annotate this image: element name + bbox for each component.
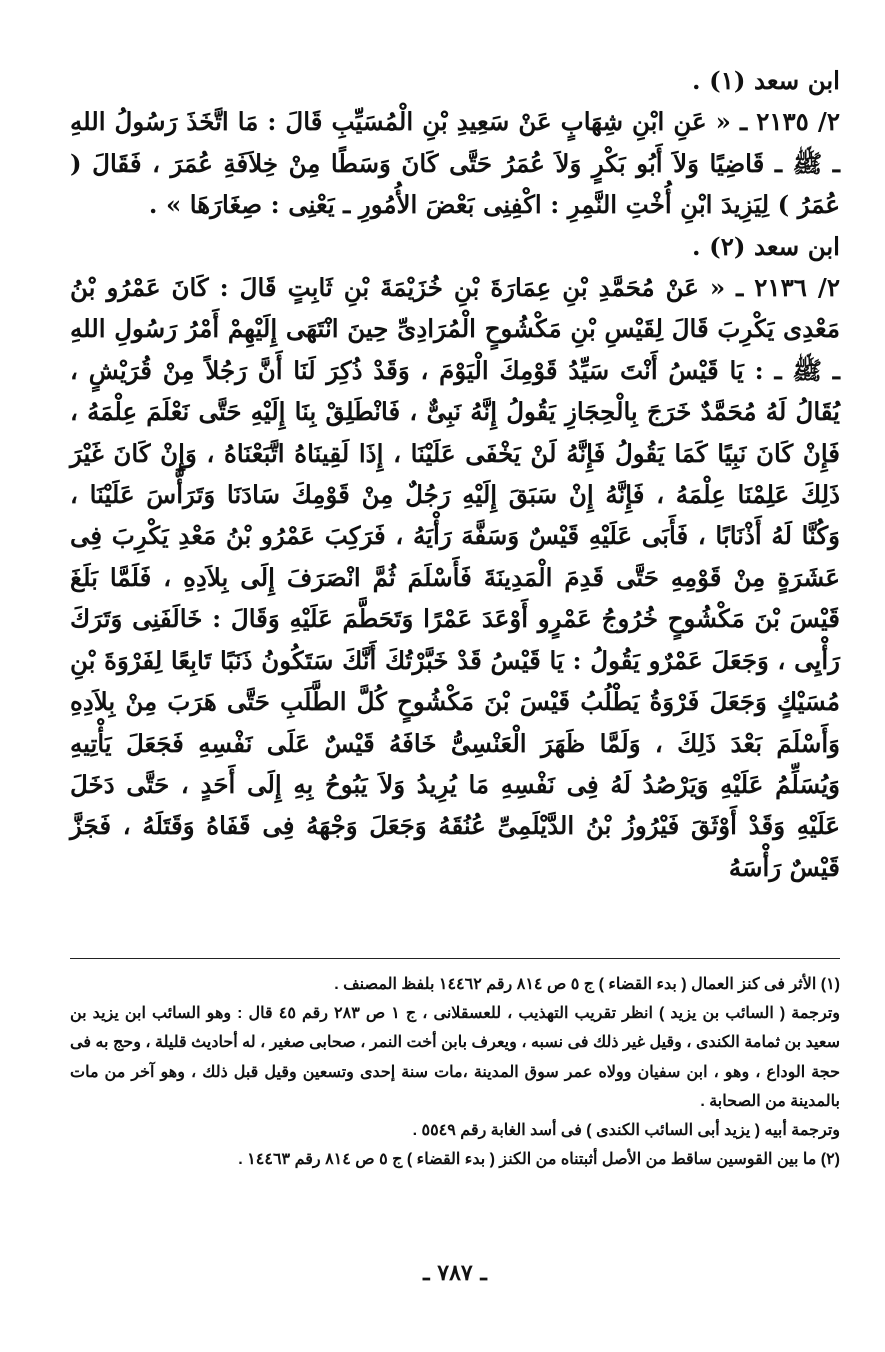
hadith-2136-text: ٢/ ٢١٣٦ ـ « عَنْ مُحَمَّدِ بْنِ عِمَارَةَ بْنِ خُزَيْمَةَ بْنِ ثَابِتٍ قَالَ : كَانَ عَمْرُو بْنُ مَعْدِى يَكْرِبَ قَالَ لِقَيْسِ بْنِ مَكْشُوحٍ الْمُرَادِىِّ حِينَ انْتَهَى إِلَيْهِمْ أَمْرُ رَسُولِ اللهِ ـ ﷺ ـ : يَا قَيْسُ أَنْتَ سَيِّدُ قَوْمِكَ الْيَوْمَ ، وَقَدْ ذُكِرَ لَنَا أَنَّ رَجُلاً مِنْ قُرَيْشٍ ، يُقَالُ لَهُ مُحَمَّدٌ خَرَجَ بِالْحِجَازِ يَقُولُ إِنَّهُ نَبِىٌّ ، فَانْطَلِقْ بِنَا إِلَيْهِ حَتَّى نَعْلَمَ عِلْمَهُ ، فَإِنْ كَانَ نَبِيًا كَمَا يَقُولُ فَإِنَّهُ لَنْ يَخْفَى عَلَيْنَا ، إِذَا لَقِينَاهُ اتَّبَعْنَاهُ ، وَإِنْ كَانَ غَيْرَ ذَلِكَ عَلِمْنَا عِلْمَهُ ، فَإِنَّهُ إِنْ سَبَقَ إِلَيْهِ رَجُلٌ مِنْ قَوْمِكَ سَادَنَا وَتَرَأَّسَ عَلَيْنَا ، وَكُنَّا لَهُ أَذْنَابًا ، فَأَبَى عَلَيْهِ قَيْسٌ وَسَفَّهَ رَأْيَهُ ، فَرَكِبَ عَمْرُو بْنُ مَعْدِ يَكْرِبَ فِى عَشَرَةٍ مِنْ قَوْمِهِ حَتَّى قَدِمَ الْمَدِينَةَ فَأَسْلَمَ ثُمَّ انْصَرَفَ إِلَى بِلاَدِهِ ، فَلَمَّا بَلَغَ قَيْسَ بْنَ مَكْشُوحٍ خُرُوجُ عَمْرٍو أَوْعَدَ عَمْرًا وَتَحَطَّمَ عَلَيْهِ وَقَالَ : خَالَفَنِى وَتَرَكَ رَأْيِى ، وَجَعَلَ عَمْرٌو يَقُولُ : يَا قَيْسُ قَدْ خَبَّرْتُكَ أَنَّكَ سَتَكُونُ ذَنَبًا تَابِعًا لِفَرْوَةَ بْنِ مُسَيْكٍ وَجَعَلَ فَرْوَةُ يَطْلُبُ قَيْسَ بْنَ مَكْشُوحٍ كُلَّ الطَّلَبِ حَتَّى هَرَبَ مِنْ بِلاَدِهِ وَأَسْلَمَ بَعْدَ ذَلِكَ ، وَلَمَّا ظَهَرَ الْعَنْسِىُّ خَافَهُ قَيْسٌ عَلَى نَفْسِهِ فَجَعَلَ يَأْتِيهِ وَيُسَلِّمُ عَلَيْهِ وَيَرْصُدُ لَهُ فِى نَفْسِهِ مَا يُرِيدُ وَلاَ يَبُوحُ بِهِ إِلَى أَحَدٍ ، حَتَّى دَخَلَ عَلَيْهِ وَقَدْ أَوْثَقَ فَيْرُوزُ بْنُ الدَّيْلَمِىِّ عُنُقَهُ وَجَعَلَ وَجْهَهُ فِى قَفَاهُ وَقَتَلَهُ ، فَجَزَّ قَيْسٌ رَأْسَهُ [70, 273, 840, 882]
footnote-1-father: وترجمة أبيه ( يزيد أبى السائب الكندى ) فى أسد الغابة رقم ٥٥٤٩ . [412, 1122, 840, 1140]
source-citation-2134: ابن سعد (١) . [692, 66, 840, 95]
footnote-2: (٢) ما بين القوسين ساقط من الأصل أثبتناه من الكنز ( بدء القضاء ) ج ٥ ص ٨١٤ رقم ١٤٤٦٣ . [238, 1151, 840, 1169]
page-number: ـ ٧٨٧ ـ [423, 1260, 487, 1286]
book-page [70, 60, 840, 1320]
footnote-divider [70, 958, 840, 959]
main-text [70, 60, 840, 888]
footnote-1-biography: وترجمة ( السائب بن يزيد ) انظر تقريب التهذيب ، للعسقلانى ، ج ١ ص ٢٨٣ رقم ٤٥ قال : وهو السائب ابن يزيد بن سعيد بن ثمامة الكندى ، وقيل غير ذلك فى نسبه ، ويعرف بابن أخت النمر ، صحابى صغير ، له أحاديث قليلة ، وحج به فى حجة الوداع ، وهو ، ابن سفيان وولاه عمر سوق المدينة ،مات سنة إحدى وتسعين وقيل قبل ذلك ، وهو آخر من مات بالمدينة من الصحابة . [70, 1005, 841, 1110]
hadith-2135-text: ٢/ ٢١٣٥ ـ « عَنِ ابْنِ شِهَابٍ عَنْ سَعِيدِ بْنِ الْمُسَيِّبِ قَالَ : مَا اتَّخَذَ رَسُولُ اللهِ ـ ﷺ ـ قَاضِيًا وَلاَ أَبُو بَكْرٍ وَلاَ عُمَرُ حَتَّى كَانَ وَسَطًا مِنْ خِلاَفَةِ عُمَرَ ، فَقَالَ ( عُمَرُ ) لِيَزِيدَ ابْنِ أُخْتِ النَّمِرِ : اكْفِنِى بَعْضَ الأُمُورِ ـ يَعْنِى : صِغَارَهَا » . [70, 107, 840, 220]
footnote-1: (١) الأثر فى كنز العمال ( بدء القضاء ) ج ٥ ص ٨١٤ رقم ١٤٤٦٢ بلفظ المصنف . [334, 976, 840, 993]
source-citation-2135: ابن سعد (٢) . [692, 231, 840, 261]
footnotes [70, 970, 840, 1174]
